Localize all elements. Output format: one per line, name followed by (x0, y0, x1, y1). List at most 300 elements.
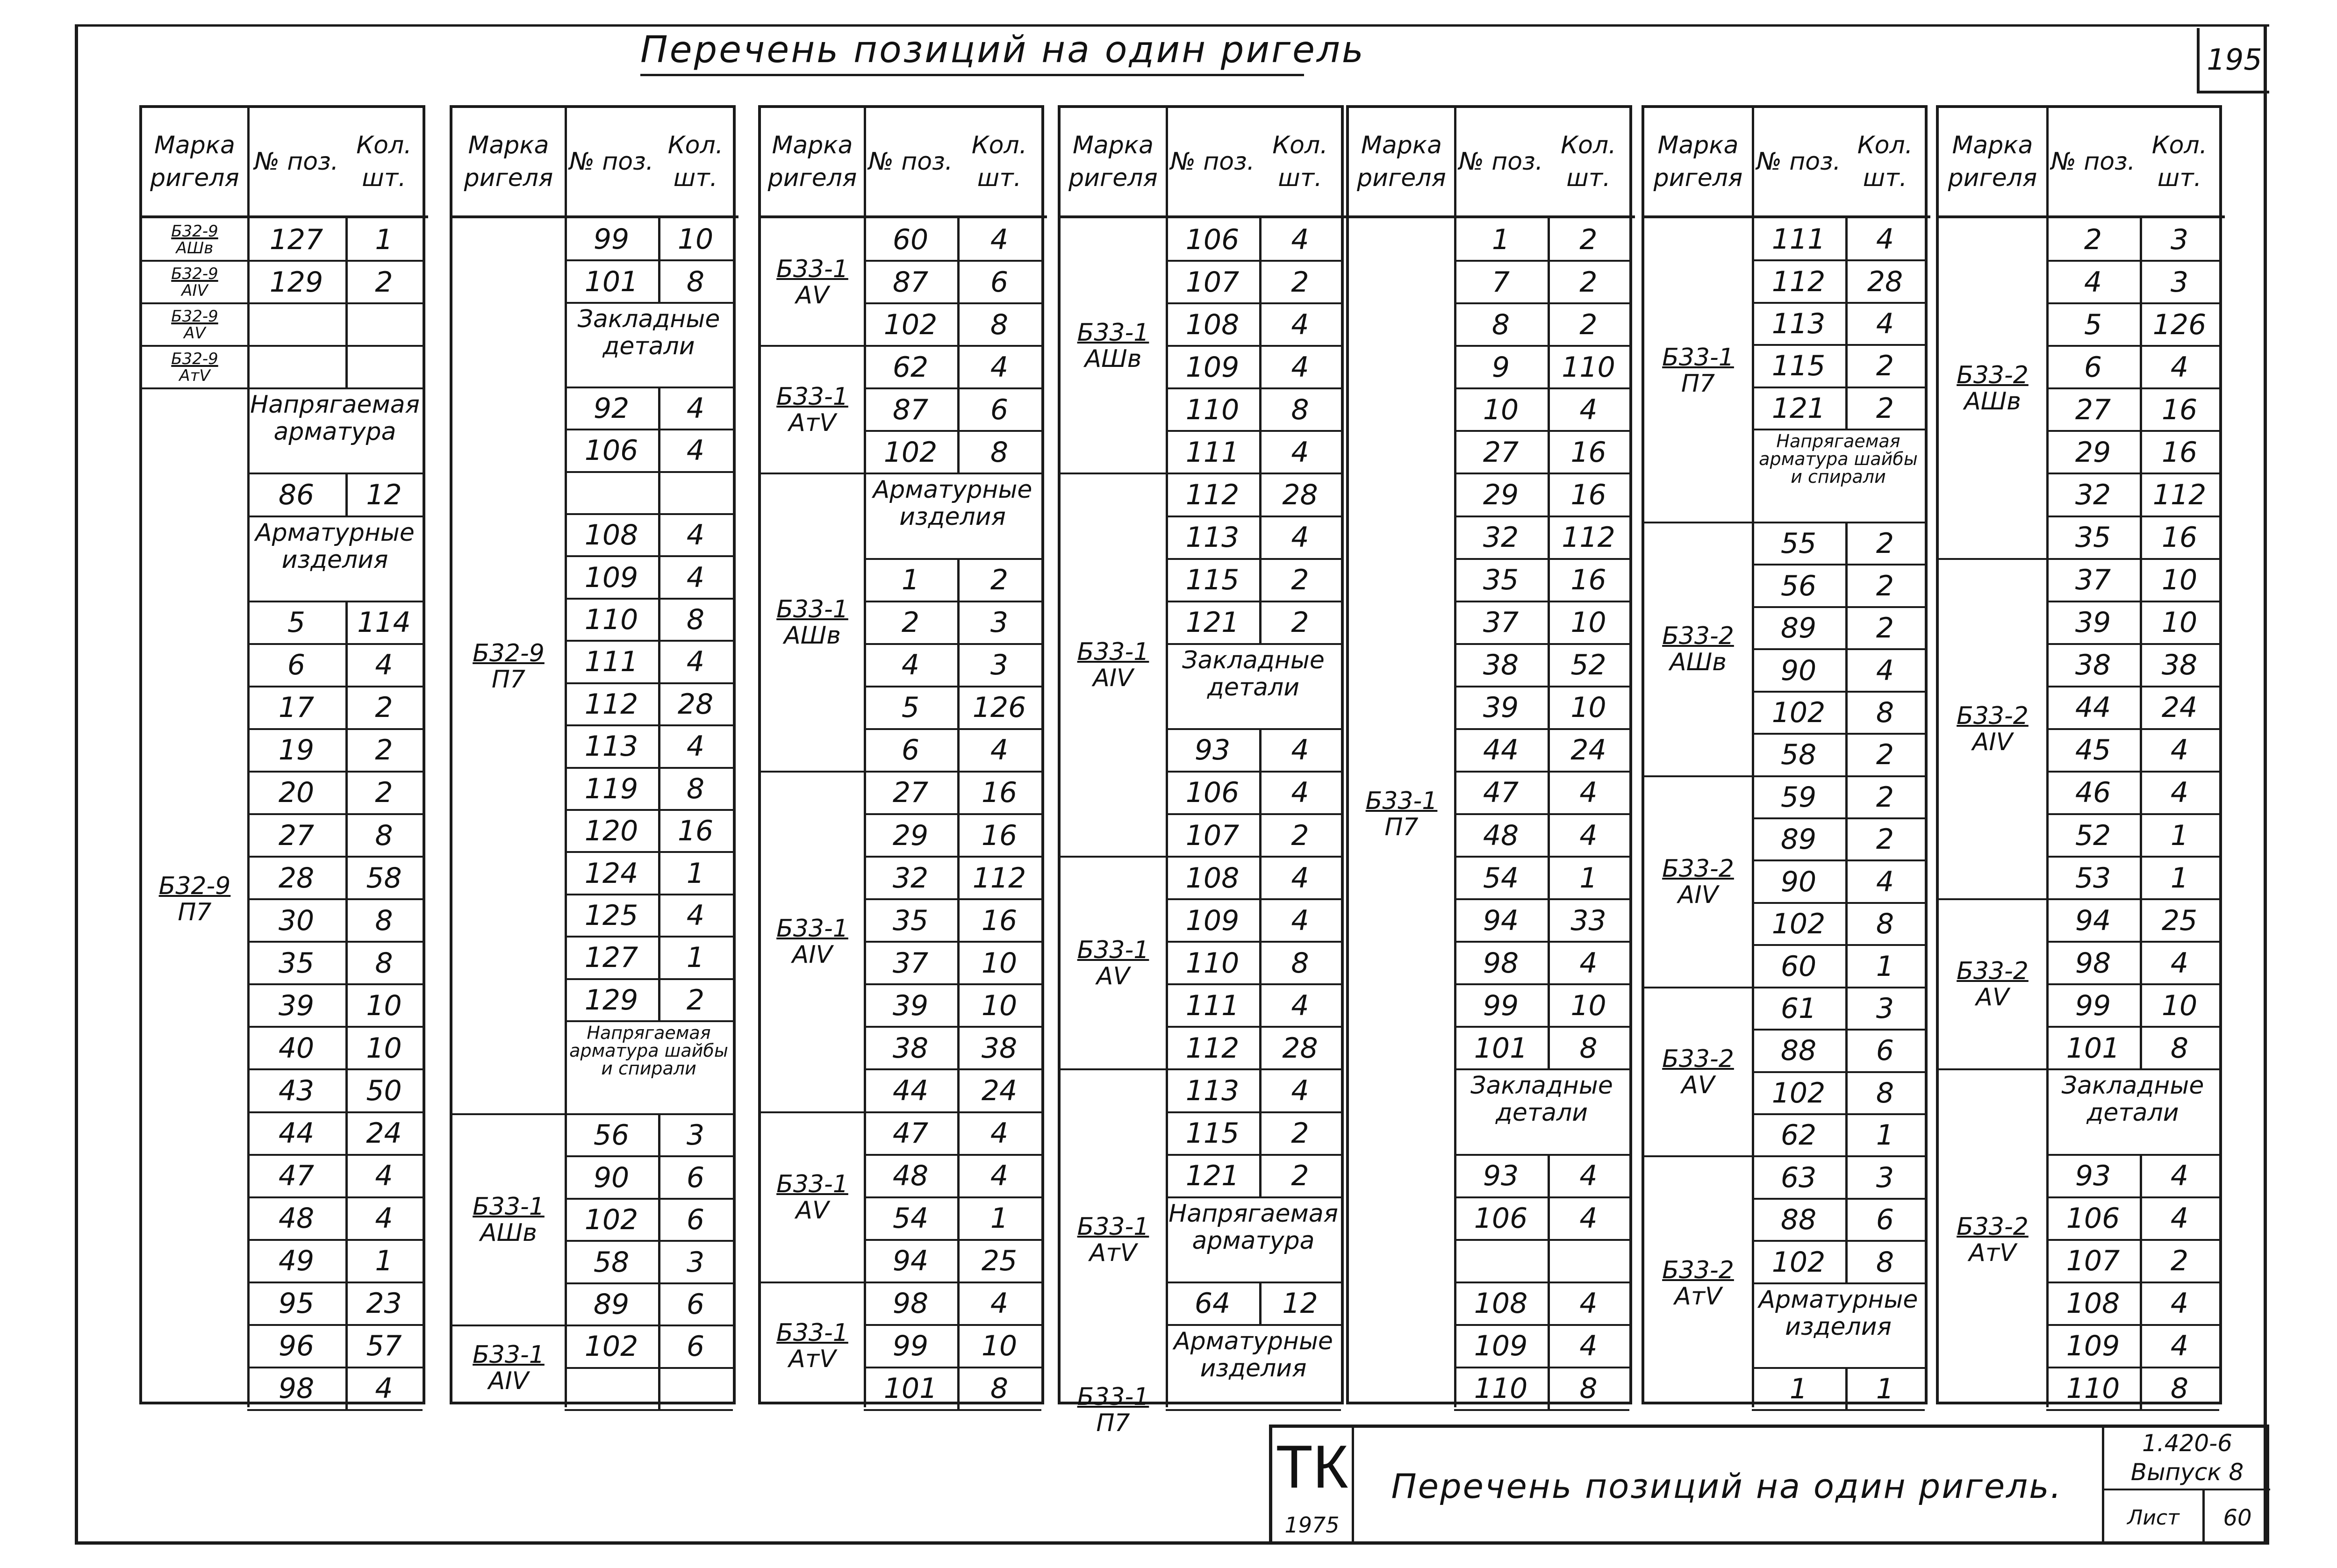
position-number: 102 (1771, 1246, 1826, 1279)
quantity: 4 (1579, 1330, 1598, 1363)
qty-divider (1548, 814, 1550, 857)
quantity: 10 (366, 1031, 402, 1065)
quantity: 1 (2170, 819, 2189, 852)
position-number: 93 (1194, 734, 1231, 767)
quantity: 4 (686, 519, 705, 552)
position-number: 111 (584, 645, 638, 679)
position-number: 10 (1483, 393, 1519, 426)
row-divider (247, 1409, 423, 1411)
header-mark: Марка ригеля (1357, 131, 1446, 192)
quantity: 10 (2161, 564, 2198, 597)
quantity: 24 (2161, 691, 2198, 724)
quantity: 8 (990, 1372, 1009, 1405)
beam-mark (142, 261, 247, 303)
beam-mark-class: АIV (181, 281, 208, 300)
position-number: 112 (1771, 265, 1826, 298)
position-number: 1 (1491, 223, 1510, 256)
qty-divider (345, 346, 348, 388)
qty-divider (1845, 734, 1848, 776)
position-number: 111 (1185, 989, 1240, 1022)
position-number (247, 346, 345, 388)
position-number: 32 (2075, 478, 2111, 511)
position-number: 112 (584, 687, 638, 721)
position-number: 115 (1771, 350, 1826, 383)
header-mark: Марка ригеля (1653, 131, 1743, 192)
qty-divider (957, 857, 960, 899)
position-number: 92 (593, 392, 630, 425)
qty-divider (957, 1155, 960, 1197)
position-number: 98 (1483, 946, 1519, 980)
quantity: 38 (2161, 649, 2198, 682)
qty-divider (957, 984, 960, 1027)
beam-mark-number: Б33-1 (473, 1193, 545, 1221)
position-number: 98 (2075, 946, 2111, 980)
header-qty: Кол. шт. (356, 131, 412, 192)
beam-mark-number: Б33-1 (473, 1340, 545, 1369)
beam-mark-class: АШв (480, 1219, 537, 1247)
position-number (1454, 1240, 1548, 1282)
position-number: 32 (1483, 521, 1519, 554)
quantity (658, 472, 733, 514)
quantity: 4 (2170, 1160, 2189, 1193)
positions-table (450, 105, 736, 1404)
beam-mark-class: АV (184, 323, 206, 343)
quantity: 3 (1876, 1161, 1894, 1194)
qty-divider (1845, 903, 1848, 945)
position-number: 9 (1491, 351, 1510, 384)
title-block (1269, 1425, 2269, 1545)
beam-mark-class: АШв (1670, 648, 1727, 677)
qty-divider (345, 772, 348, 814)
position-number: 29 (2075, 436, 2111, 469)
position-number: 125 (584, 899, 638, 932)
qty-divider (1548, 1240, 1550, 1282)
stamp-caption: Перечень позиций на один ригель. (1391, 1467, 2063, 1506)
quantity: 2 (375, 265, 393, 299)
position-number: 89 (1780, 612, 1817, 645)
quantity: 3 (990, 649, 1009, 682)
header-pos: № поз. (254, 148, 339, 176)
qty-divider (957, 814, 960, 857)
position-number: 55 (1780, 527, 1817, 560)
qty-divider (1548, 601, 1550, 644)
qty-divider (2140, 687, 2142, 729)
qty-divider (345, 687, 348, 729)
qty-divider (658, 472, 660, 514)
position-number: 121 (1185, 1160, 1240, 1193)
position-number: 27 (1483, 436, 1519, 469)
position-number: 121 (1185, 606, 1240, 639)
quantity: 1 (1579, 861, 1598, 895)
position-number: 94 (1483, 904, 1519, 937)
quantity: 58 (366, 861, 402, 895)
qty-divider (345, 1027, 348, 1069)
quantity: 2 (375, 691, 393, 724)
beam-mark (1644, 523, 1752, 776)
qty-divider (1845, 776, 1848, 818)
position-number: 101 (584, 265, 638, 298)
section-heading: Напрягаемая арматура шайбы и спирали (1759, 431, 1918, 487)
qty-divider (1845, 1030, 1848, 1072)
quantity: 2 (1291, 265, 1309, 299)
position-number: 127 (269, 223, 323, 256)
beam-mark-class: АтV (1969, 1239, 2016, 1267)
positions-table (139, 105, 425, 1404)
qty-divider (2140, 218, 2142, 261)
header-qty: Кол. шт. (1857, 131, 1913, 192)
quantity: 4 (990, 351, 1009, 384)
quantity: 10 (981, 946, 1018, 980)
qty-divider (345, 1282, 348, 1325)
position-number: 1 (1789, 1372, 1808, 1405)
qty-divider (1548, 559, 1550, 601)
qty-divider (957, 303, 960, 346)
beam-mark-number: Б33-1 (1077, 936, 1149, 964)
position-number: 53 (2075, 861, 2111, 895)
quantity: 4 (1579, 393, 1598, 426)
quantity: 25 (2161, 904, 2198, 937)
beam-mark-number: Б32-9 (171, 264, 218, 283)
beam-mark (142, 346, 247, 388)
beam-mark-number: Б33-1 (776, 1319, 848, 1347)
qty-divider (658, 979, 660, 1021)
quantity: 4 (990, 1287, 1009, 1320)
quantity: 2 (2170, 1245, 2189, 1278)
qty-divider (345, 1112, 348, 1155)
quantity: 1 (1876, 1119, 1894, 1152)
qty-divider (1259, 431, 1262, 473)
quantity: 4 (2170, 776, 2189, 809)
beam-mark (142, 303, 247, 346)
position-number: 37 (1483, 606, 1519, 639)
quantity: 6 (686, 1161, 705, 1194)
qty-divider (345, 857, 348, 899)
position-number: 60 (1780, 950, 1817, 983)
quantity: 6 (686, 1203, 705, 1237)
beam-mark-class: АтV (789, 1345, 836, 1374)
qty-divider (2140, 559, 2142, 601)
quantity: 112 (2152, 478, 2207, 511)
position-number: 58 (1780, 738, 1817, 772)
qty-divider (345, 899, 348, 942)
quantity: 4 (2170, 1287, 2189, 1320)
header-pos: № поз. (1756, 148, 1841, 176)
position-number: 6 (287, 649, 306, 682)
quantity: 8 (2170, 1031, 2189, 1065)
qty-divider (658, 1283, 660, 1325)
position-number: 86 (278, 478, 315, 511)
quantity: 4 (990, 223, 1009, 256)
position-number: 17 (278, 691, 315, 724)
position-number: 109 (1185, 904, 1240, 937)
quantity: 112 (1562, 521, 1615, 554)
beam-mark (1939, 1069, 2046, 1410)
qty-divider (345, 1069, 348, 1112)
position-number: 52 (2075, 819, 2111, 852)
quantity: 2 (1876, 738, 1894, 772)
position-number: 113 (584, 730, 638, 763)
qty-divider (1259, 303, 1262, 346)
beam-mark (1061, 218, 1166, 473)
quantity: 16 (2161, 393, 2198, 426)
quantity: 10 (2161, 989, 2198, 1022)
position-number: 8 (1491, 308, 1510, 341)
position-number: 5 (287, 606, 306, 639)
quantity: 114 (357, 606, 411, 639)
header-qty: Кол. шт. (2151, 131, 2208, 192)
beam-mark-number: Б33-1 (1077, 1383, 1149, 1411)
qty-divider (2140, 1027, 2142, 1069)
beam-mark-number: Б33-1 (1077, 319, 1149, 347)
row-divider (565, 1409, 733, 1411)
quantity: 1 (686, 941, 705, 974)
position-number (247, 303, 345, 346)
position-number: 48 (278, 1202, 315, 1235)
qty-divider (658, 430, 660, 472)
quantity: 10 (981, 989, 1018, 1022)
quantity: 4 (1291, 1074, 1309, 1107)
beam-mark-class: П7 (1384, 813, 1419, 841)
position-number: 87 (892, 265, 929, 299)
quantity: 4 (2170, 946, 2189, 980)
quantity: 12 (366, 478, 402, 511)
qty-divider (1845, 692, 1848, 734)
quantity: 1 (2170, 861, 2189, 895)
quantity: 2 (375, 734, 393, 767)
position-number: 108 (1185, 308, 1240, 341)
qty-divider (1845, 1368, 1848, 1410)
quantity: 16 (1570, 478, 1606, 511)
quantity: 3 (2170, 265, 2189, 299)
quantity: 16 (1570, 564, 1606, 597)
quantity: 110 (1562, 351, 1615, 384)
quantity: 4 (1876, 223, 1894, 256)
quantity: 1 (1876, 950, 1894, 983)
position-number: 38 (892, 1031, 929, 1065)
stamp-series: 1.420-6 (2142, 1430, 2232, 1457)
qty-divider (1548, 1368, 1550, 1410)
quantity: 4 (2170, 1330, 2189, 1363)
qty-divider (1548, 516, 1550, 559)
row-divider (864, 1409, 1041, 1411)
qty-divider (2140, 814, 2142, 857)
qty-divider (345, 601, 348, 644)
qty-divider (658, 683, 660, 725)
quantity: 4 (375, 1160, 393, 1193)
position-number: 30 (278, 904, 315, 937)
quantity: 16 (2161, 521, 2198, 554)
position-number (565, 472, 658, 514)
position-number: 110 (584, 603, 638, 637)
positions-table (1936, 105, 2222, 1404)
quantity: 8 (990, 436, 1009, 469)
header-mark: Марка ригеля (1948, 131, 2037, 192)
quantity: 2 (1876, 392, 1894, 425)
qty-divider (658, 641, 660, 683)
position-number: 35 (1483, 564, 1519, 597)
position-number: 59 (1780, 780, 1817, 814)
beam-mark-class: П7 (491, 665, 526, 694)
qty-divider (1548, 431, 1550, 473)
position-number: 99 (593, 223, 630, 256)
section-heading: Закладные детали (1470, 1072, 1613, 1127)
position-number: 129 (269, 265, 323, 299)
qty-divider (658, 1199, 660, 1241)
qty-divider (957, 729, 960, 772)
quantity: 8 (1876, 1246, 1894, 1279)
header-qty: Кол. шт. (971, 131, 1027, 192)
position-number: 44 (2075, 691, 2111, 724)
quantity: 2 (1876, 780, 1894, 814)
quantity: 4 (1291, 351, 1309, 384)
qty-divider (1548, 942, 1550, 984)
quantity: 2 (990, 564, 1009, 597)
positions-table (1346, 105, 1632, 1404)
quantity: 4 (686, 899, 705, 932)
qty-divider (957, 1069, 960, 1112)
qty-divider (1259, 899, 1262, 942)
qty-divider (1845, 523, 1848, 565)
qty-divider (1548, 473, 1550, 516)
quantity: 2 (1579, 308, 1598, 341)
quantity: 28 (677, 687, 714, 721)
quantity: 50 (366, 1074, 402, 1107)
qty-divider (1548, 687, 1550, 729)
position-number: 89 (593, 1288, 630, 1321)
quantity: 8 (1579, 1372, 1598, 1405)
position-number: 88 (1780, 1203, 1817, 1237)
position-number: 44 (892, 1074, 929, 1107)
beam-mark-class: АШв (784, 622, 841, 650)
beam-mark (1644, 1156, 1752, 1410)
qty-divider (1259, 1112, 1262, 1155)
position-number: 39 (892, 989, 929, 1022)
position-number: 127 (584, 941, 638, 974)
quantity: 4 (686, 561, 705, 594)
qty-divider (1259, 984, 1262, 1027)
beam-mark-number: Б32-9 (473, 639, 545, 667)
header-pos: № поз. (1458, 148, 1543, 176)
qty-divider (1845, 1199, 1848, 1241)
beam-mark-number: Б33-1 (776, 1170, 848, 1198)
position-number: 7 (1491, 265, 1510, 299)
quantity: 4 (1291, 861, 1309, 895)
qty-divider (957, 1282, 960, 1325)
qty-divider (1845, 303, 1848, 345)
position-number: 35 (892, 904, 929, 937)
beam-mark-class: АтV (179, 366, 210, 385)
qty-divider (345, 1240, 348, 1282)
qty-divider (2140, 984, 2142, 1027)
position-number: 87 (892, 393, 929, 426)
position-number: 119 (584, 772, 638, 805)
beam-mark-class: АV (1681, 1071, 1715, 1099)
header-mark: Марка ригеля (464, 131, 553, 192)
beam-mark-class: АV (796, 1196, 829, 1224)
quantity: 4 (990, 1117, 1009, 1150)
row-divider (1454, 1409, 1629, 1411)
section-heading: Закладные детали (2061, 1072, 2204, 1127)
quantity: 4 (1579, 776, 1598, 809)
position-number: 111 (1185, 436, 1240, 469)
qty-divider (1259, 1027, 1262, 1069)
beam-mark (142, 218, 247, 261)
position-number: 99 (892, 1330, 929, 1363)
position-number: 54 (892, 1202, 929, 1235)
qty-divider (1845, 818, 1848, 860)
qty-divider (345, 729, 348, 772)
qty-divider (1259, 1282, 1262, 1325)
qty-divider (1845, 945, 1848, 987)
qty-divider (2140, 857, 2142, 899)
beam-mark (1349, 218, 1454, 1410)
qty-divider (2140, 772, 2142, 814)
qty-divider (1845, 607, 1848, 649)
qty-divider (2140, 601, 2142, 644)
position-number: 64 (1194, 1287, 1231, 1320)
quantity: 52 (1570, 649, 1606, 682)
header-qty: Кол. шт. (1561, 131, 1616, 192)
quantity: 2 (1876, 612, 1894, 645)
position-number: 115 (1185, 564, 1240, 597)
position-number: 110 (1185, 393, 1240, 426)
position-number: 110 (1474, 1372, 1528, 1405)
quantity: 4 (1291, 436, 1309, 469)
position-number: 106 (584, 434, 638, 467)
beam-mark (761, 1112, 864, 1282)
qty-divider (1845, 988, 1848, 1030)
quantity: 24 (366, 1117, 402, 1150)
quantity: 8 (375, 904, 393, 937)
qty-divider (957, 559, 960, 601)
position-number: 2 (2084, 223, 2102, 256)
position-number: 27 (892, 776, 929, 809)
qty-divider (1548, 1282, 1550, 1325)
position-number: 102 (1771, 1076, 1826, 1110)
quantity: 126 (2152, 308, 2207, 341)
qty-divider (1259, 261, 1262, 303)
row-divider (2046, 1409, 2219, 1411)
row-divider (1166, 1409, 1341, 1411)
quantity: 38 (981, 1031, 1018, 1065)
quantity: 8 (2170, 1372, 2189, 1405)
position-number: 5 (901, 691, 920, 724)
quantity: 1 (1876, 1372, 1894, 1405)
position-number: 43 (278, 1074, 315, 1107)
qty-divider (345, 942, 348, 984)
position-number: 35 (278, 946, 315, 980)
qty-divider (1548, 899, 1550, 942)
section-heading: Напрягаемая арматура шайбы и спирали (569, 1023, 728, 1079)
quantity (1548, 1240, 1629, 1282)
qty-divider (1548, 388, 1550, 431)
position-number: 1 (901, 564, 920, 597)
qty-divider (1845, 1241, 1848, 1283)
position-number: 6 (901, 734, 920, 767)
quantity: 1 (375, 223, 393, 256)
quantity: 16 (1570, 436, 1606, 469)
position-number: 102 (883, 436, 938, 469)
beam-mark-number: Б33-2 (1662, 622, 1734, 651)
beam-mark-number: Б33-1 (1077, 638, 1149, 666)
qty-divider (957, 1112, 960, 1155)
qty-divider (1845, 1072, 1848, 1114)
position-number: 108 (1185, 861, 1240, 895)
qty-divider (658, 387, 660, 430)
beam-mark-number: Б32-9 (158, 872, 231, 901)
beam-mark-class: АIV (792, 941, 833, 969)
header-pos: № поз. (569, 148, 654, 176)
